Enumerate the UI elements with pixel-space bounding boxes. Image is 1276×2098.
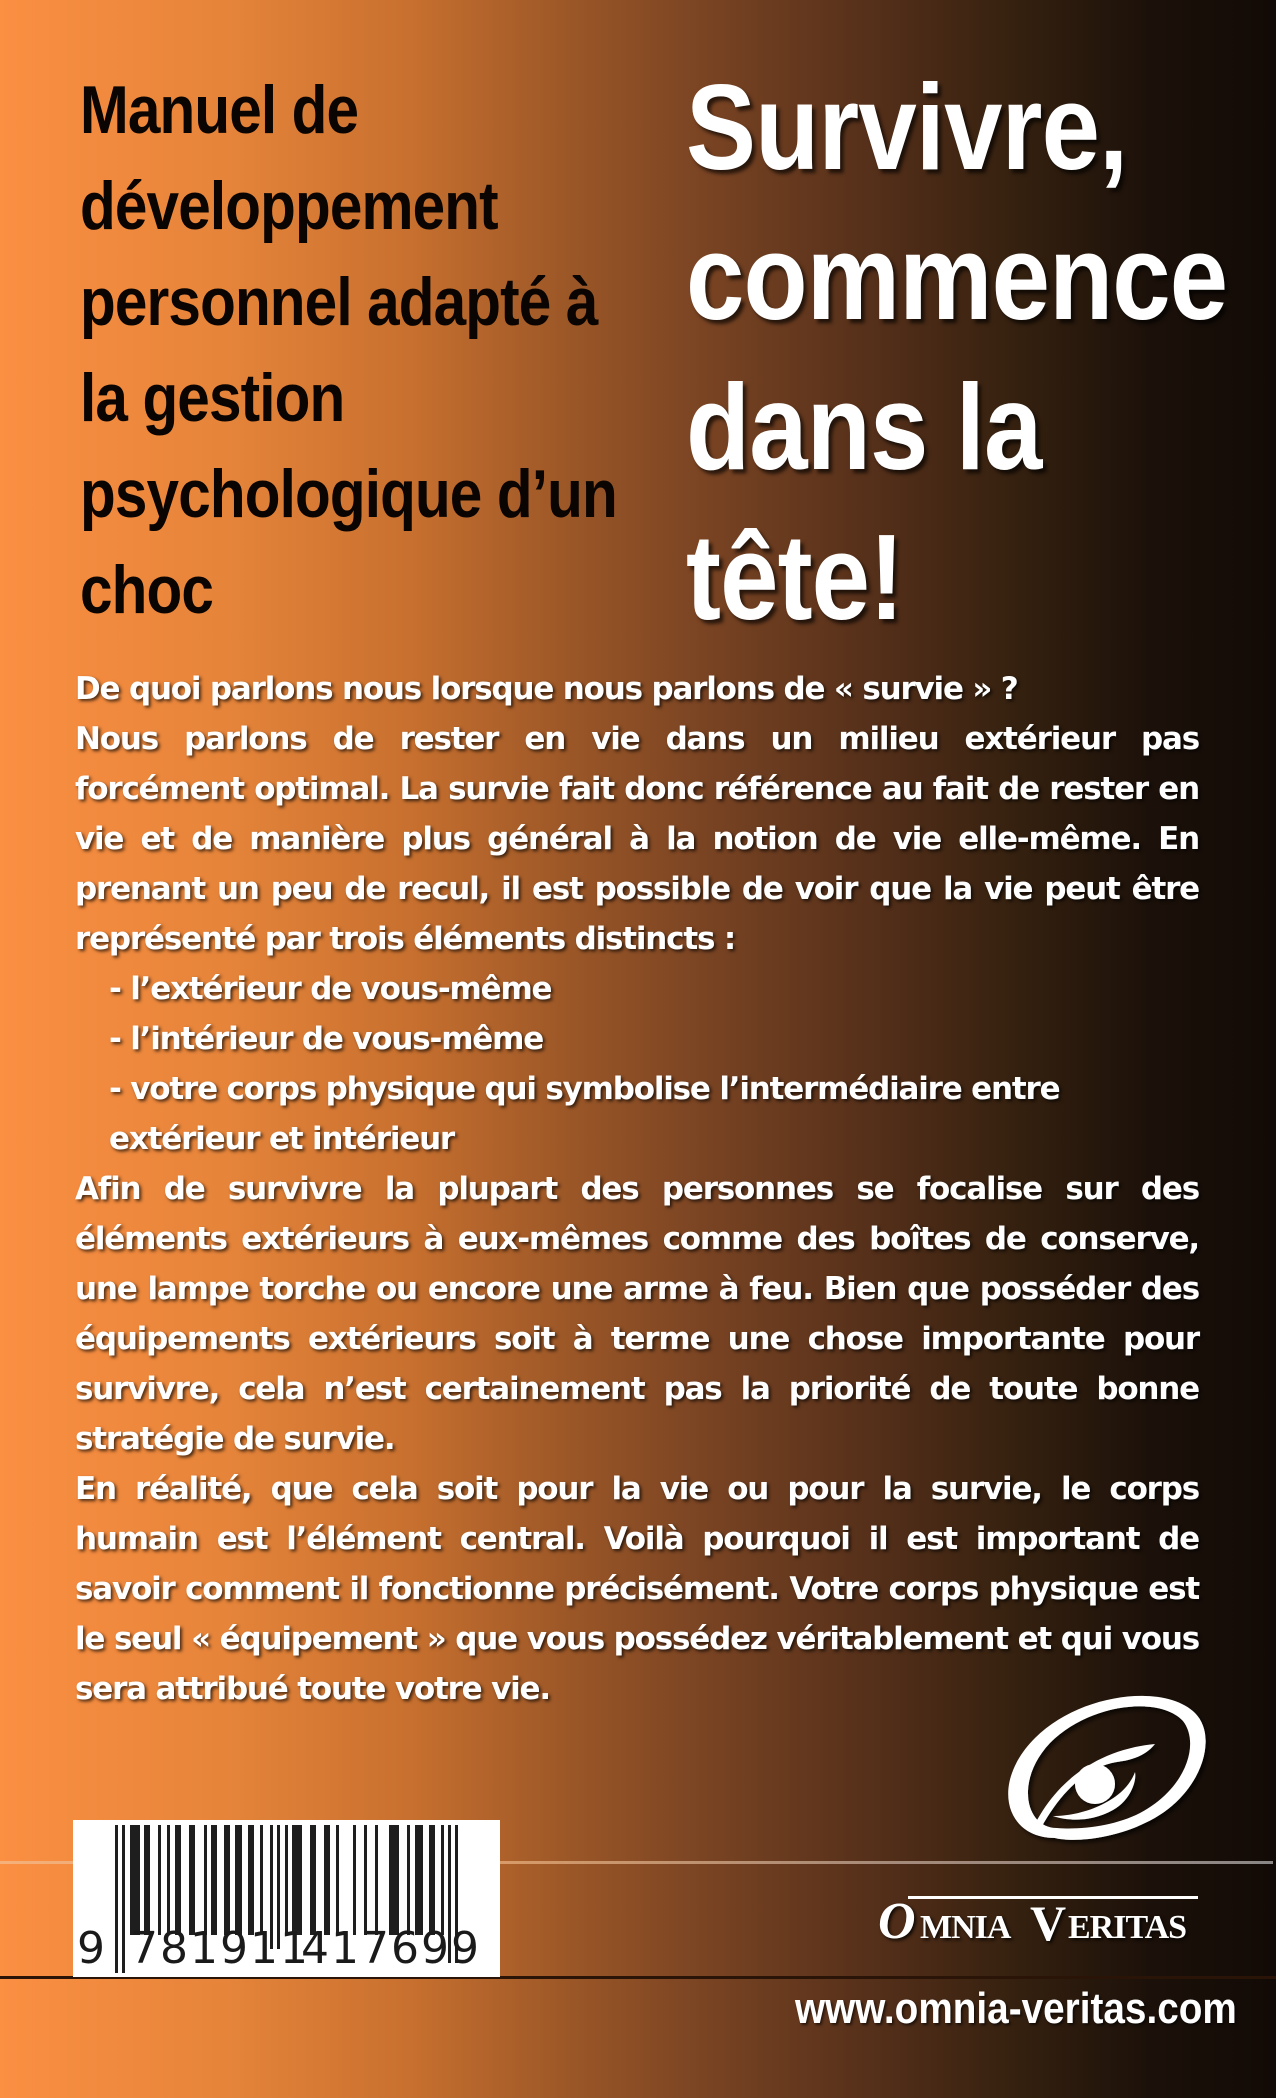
subtitle-line: psychologique d’un — [80, 456, 617, 532]
blurb-bullet: - votre corps physique qui symbolise l’intermédiaire entre — [109, 1071, 1060, 1107]
subtitle-line: Manuel de — [80, 72, 359, 148]
blurb-question: De quoi parlons nous lorsque nous parlons de « survie » ? — [75, 671, 1018, 707]
blurb-paragraph-1: Nous parlons de rester en vie dans un milieu extérieur pas forcément optimal. La survie fait donc référence au fait de rester en vie et de manière plus général à la notion de vie elle-même. En prenant un peu de recul, il est possible de voir que la vie peut être représenté par trois éléments distincts : — [75, 721, 1199, 957]
subtitle-line: choc — [80, 552, 214, 628]
isbn-barcode — [73, 1820, 500, 1977]
book-subtitle — [80, 62, 682, 638]
blurb-bullet: - l’intérieur de vous-même — [109, 1021, 544, 1057]
wordmark-initial-v: V — [1030, 1895, 1067, 1951]
subtitle-line: personnel adapté à — [80, 264, 598, 340]
isbn-digits-right: 417699 — [301, 1923, 481, 1974]
isbn-digits-left: 781911 — [130, 1923, 310, 1974]
blurb-paragraph-2: Afin de survivre la plupart des personnes se focalise sur des éléments extérieurs à eux-mêmes comme des boîtes de conserve, une lampe torche ou encore une arme à feu. Bien que posséder des équipements extérieurs soit à terme une chose importante pour survivre, cela n’est certainement pas la priorité de toute bonne stratégie de survie. — [75, 1171, 1199, 1457]
blurb-bullet: - l’extérieur de vous-même — [109, 971, 552, 1007]
subtitle-line: développement — [80, 168, 498, 244]
eye-logo-icon — [995, 1688, 1210, 1850]
title-line: dans la — [686, 359, 1042, 495]
blurb-bullet-continuation: extérieur et intérieur — [109, 1121, 455, 1157]
publisher-website: www.omnia-veritas.com — [795, 1984, 1237, 2033]
title-line: commence — [686, 209, 1228, 345]
book-title — [686, 52, 1227, 652]
wordmark-initial-o: O — [878, 1893, 916, 1950]
isbn-digits — [73, 1920, 500, 1977]
title-line: Survivre, — [686, 59, 1128, 195]
wordmark-part-1: MNIA — [920, 1909, 1011, 1946]
isbn-digit-prefix: 9 — [77, 1923, 105, 1974]
back-cover-blurb — [75, 664, 1199, 1714]
title-line: tête! — [686, 509, 904, 645]
wordmark-part-2: ERITAS — [1068, 1909, 1187, 1946]
publisher-wordmark — [878, 1892, 1200, 1951]
subtitle-line: la gestion — [80, 360, 345, 436]
blurb-paragraph-3: En réalité, que cela soit pour la vie ou pour la survie, le corps humain est l’élément central. Voilà pourquoi il est important de savoir comment il fonctionne précisément. Votre corps physique est le seul « équipement » que vous possédez véritablement et qui vous sera attribué toute votre vie. — [75, 1471, 1199, 1707]
